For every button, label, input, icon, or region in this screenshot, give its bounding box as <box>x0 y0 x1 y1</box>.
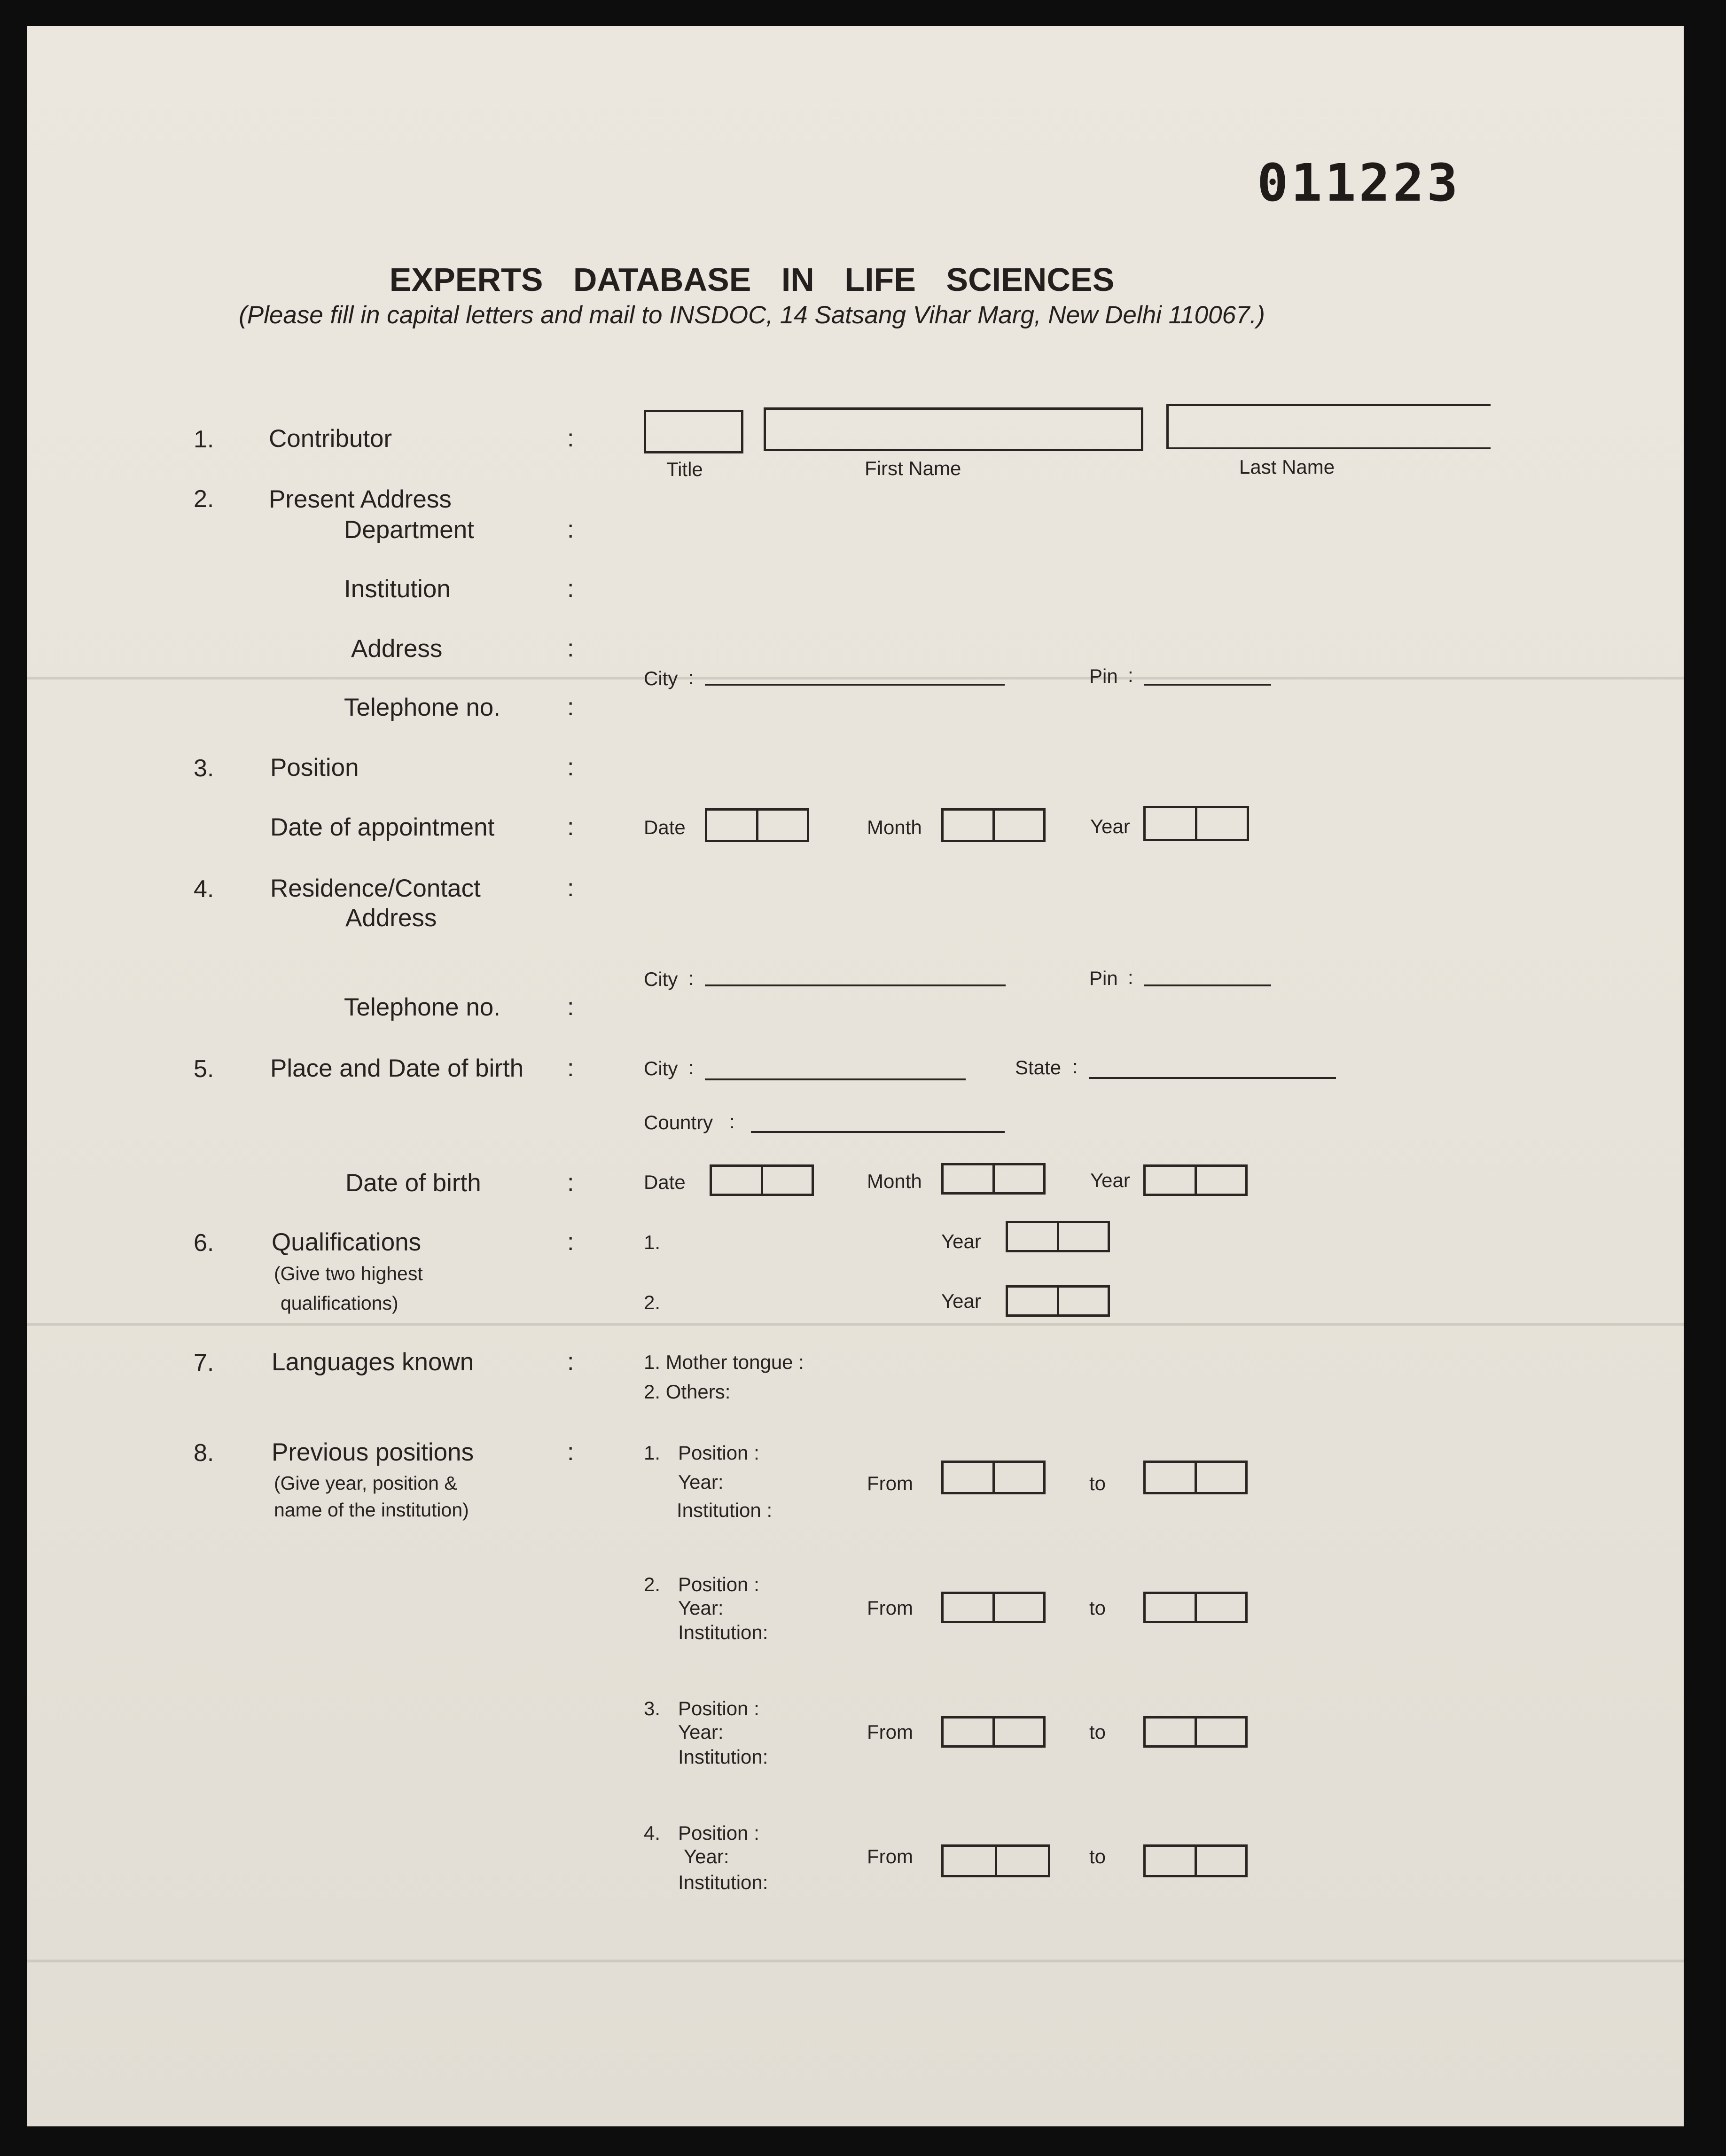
from-label: From <box>867 1845 913 1867</box>
position4-from-box[interactable] <box>941 1844 1050 1877</box>
colon: : <box>567 1169 574 1196</box>
place-date-birth-label: Place and Date of birth <box>270 1055 524 1082</box>
section-number: 6. <box>194 1229 214 1257</box>
telephone-label: Telephone no. <box>344 694 501 721</box>
year-label: Year <box>1090 1169 1130 1191</box>
department-label: Department <box>344 516 474 544</box>
languages-label: Languages known <box>272 1348 474 1376</box>
year-label: Year <box>941 1230 981 1252</box>
qualifications-note: (Give two highest <box>274 1263 423 1284</box>
position-year-label: Year: <box>678 1471 724 1493</box>
position2-to-box[interactable] <box>1143 1592 1248 1623</box>
from-label: From <box>867 1721 913 1743</box>
state-label: State <box>1015 1056 1062 1078</box>
position3-from-box[interactable] <box>941 1716 1046 1748</box>
mother-tongue-label: 1. Mother tongue : <box>644 1351 804 1373</box>
colon: : <box>567 516 574 543</box>
from-label: From <box>867 1472 913 1494</box>
qualification-item-number: 2. <box>644 1291 661 1313</box>
date-label: Date <box>644 1171 686 1193</box>
section-number: 5. <box>194 1055 214 1083</box>
present-pin-field[interactable] <box>1144 684 1271 686</box>
section-number: 7. <box>194 1349 214 1376</box>
colon: : <box>688 666 694 688</box>
date-of-appointment-label: Date of appointment <box>270 813 495 841</box>
first-name-caption: First Name <box>865 457 961 479</box>
colon: : <box>567 875 574 902</box>
date-label: Date <box>644 816 686 838</box>
country-label: Country <box>644 1111 713 1133</box>
qualification-item-number: 1. <box>644 1231 661 1253</box>
position-institution-label: Institution: <box>678 1746 768 1768</box>
section-number: 2. <box>194 485 214 513</box>
colon: : <box>1128 664 1133 686</box>
colon: : <box>688 967 694 989</box>
previous-positions-note: name of the institution) <box>274 1499 469 1521</box>
birth-country-field[interactable] <box>751 1131 1005 1133</box>
form-subtitle: (Please fill in capital letters and mail to INSDOC, 14 Satsang Vihar Marg, New Delhi 110067.) <box>239 301 1265 329</box>
colon: : <box>567 425 574 452</box>
residence-address-label: Address <box>345 904 437 932</box>
address-label: Address <box>351 635 443 663</box>
position-institution-label: Institution : <box>677 1499 773 1521</box>
paper-fold <box>27 1323 1684 1326</box>
to-label: to <box>1089 1845 1106 1867</box>
previous-positions-label: Previous positions <box>272 1438 474 1466</box>
birth-month-box[interactable] <box>941 1163 1046 1195</box>
form-title: EXPERTS DATABASE IN LIFE SCIENCES <box>389 261 1115 298</box>
colon: : <box>729 1110 735 1133</box>
appointment-month-box[interactable] <box>941 808 1046 842</box>
section-number: 3. <box>194 755 214 782</box>
serial-number: 011223 <box>1257 153 1461 213</box>
title-field[interactable] <box>644 410 743 453</box>
colon: : <box>567 1055 574 1082</box>
position-institution-label: Institution: <box>678 1621 768 1643</box>
section-number: 4. <box>194 875 214 903</box>
position1-to-box[interactable] <box>1143 1461 1248 1494</box>
year-label: Year <box>941 1290 981 1312</box>
birth-year-box[interactable] <box>1143 1164 1248 1196</box>
last-name-field-top <box>1166 404 1491 406</box>
position-year-label: Year: <box>684 1845 729 1867</box>
position-year-label: Year: <box>678 1597 724 1619</box>
last-name-field[interactable] <box>1166 404 1169 449</box>
paper-fold <box>27 1960 1684 1962</box>
qualification1-year-box[interactable] <box>1006 1221 1110 1252</box>
position-label: Position : <box>678 1822 759 1844</box>
qualifications-label: Qualifications <box>272 1228 422 1256</box>
birth-city-field[interactable] <box>705 1078 966 1080</box>
position-item-number: 1. <box>644 1442 661 1464</box>
birth-date-box[interactable] <box>710 1164 814 1196</box>
position-institution-label: Institution: <box>678 1871 768 1893</box>
birth-state-field[interactable] <box>1089 1077 1336 1079</box>
title-caption: Title <box>666 458 703 480</box>
institution-label: Institution <box>344 575 451 603</box>
appointment-year-box[interactable] <box>1143 806 1249 841</box>
section-number: 1. <box>194 426 214 453</box>
position1-from-box[interactable] <box>941 1461 1046 1494</box>
position-item-number: 3. <box>644 1697 661 1719</box>
to-label: to <box>1089 1721 1106 1743</box>
colon: : <box>1128 966 1133 988</box>
date-of-birth-label: Date of birth <box>345 1169 481 1197</box>
residence-contact-label: Residence/Contact <box>270 875 481 902</box>
position3-to-box[interactable] <box>1143 1716 1248 1748</box>
residence-pin-field[interactable] <box>1144 984 1271 986</box>
month-label: Month <box>867 816 922 838</box>
colon: : <box>567 1228 574 1256</box>
to-label: to <box>1089 1472 1106 1494</box>
position2-from-box[interactable] <box>941 1592 1046 1623</box>
position4-to-box[interactable] <box>1143 1844 1248 1877</box>
position-label: Position <box>270 754 359 781</box>
position-item-number: 4. <box>644 1822 661 1844</box>
month-label: Month <box>867 1170 922 1192</box>
qualification2-year-box[interactable] <box>1006 1285 1110 1317</box>
position-label: Position : <box>678 1573 759 1595</box>
year-label: Year <box>1090 815 1130 837</box>
colon: : <box>567 694 574 721</box>
colon: : <box>567 754 574 781</box>
position-label: Position : <box>678 1697 759 1719</box>
position-year-label: Year: <box>678 1721 724 1743</box>
previous-positions-note: (Give year, position & <box>274 1472 457 1494</box>
position-label: Position : <box>678 1442 759 1464</box>
residence-city-field[interactable] <box>705 984 1006 986</box>
colon: : <box>688 1056 694 1078</box>
first-name-field[interactable] <box>764 407 1143 451</box>
colon: : <box>567 813 574 841</box>
other-languages-label: 2. Others: <box>644 1381 731 1403</box>
telephone-label: Telephone no. <box>344 993 501 1021</box>
from-label: From <box>867 1597 913 1619</box>
city-label: City <box>644 667 678 689</box>
colon: : <box>567 993 574 1021</box>
colon: : <box>567 1348 574 1375</box>
colon: : <box>1072 1055 1078 1078</box>
colon: : <box>567 635 574 662</box>
colon: : <box>567 1438 574 1466</box>
city-label: City <box>644 968 678 990</box>
contributor-label: Contributor <box>269 425 392 453</box>
pin-label: Pin <box>1089 967 1118 989</box>
last-name-field-bottom <box>1166 447 1491 449</box>
pin-label: Pin <box>1089 665 1118 687</box>
appointment-date-box[interactable] <box>705 808 809 842</box>
to-label: to <box>1089 1597 1106 1619</box>
qualifications-note: qualifications) <box>281 1292 398 1314</box>
position-item-number: 2. <box>644 1573 661 1595</box>
present-address-label: Present Address <box>269 485 452 513</box>
section-number: 8. <box>194 1439 214 1467</box>
paper-fold <box>27 677 1684 680</box>
colon: : <box>567 575 574 602</box>
last-name-caption: Last Name <box>1239 456 1335 478</box>
present-city-field[interactable] <box>705 684 1005 686</box>
city-label: City <box>644 1057 678 1079</box>
